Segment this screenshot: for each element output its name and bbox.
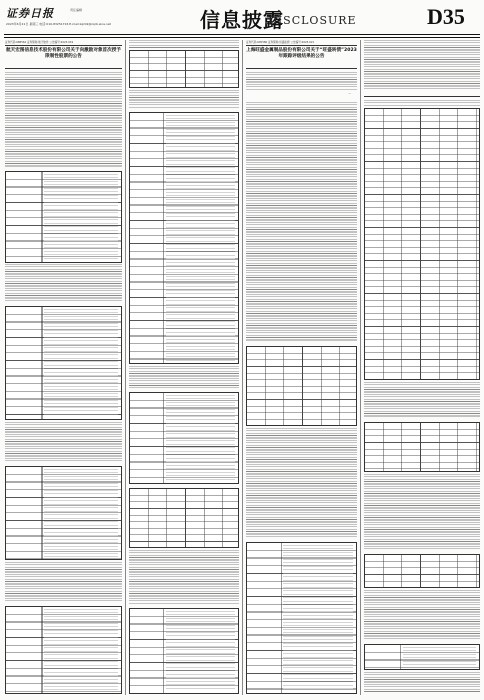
body-text	[129, 40, 239, 48]
body-text	[129, 90, 239, 108]
data-table	[129, 608, 239, 694]
body-text	[246, 72, 357, 90]
announcement-code: 证券代码:605580 证券简称:恒盛能源 公告编号:2023-021	[246, 41, 315, 44]
column-2	[129, 40, 239, 695]
body-text	[5, 422, 122, 462]
masthead-rule-thin	[4, 37, 480, 38]
body-text	[5, 72, 122, 168]
announcement-code: 证券代码:688562 证券简称:航天软件 公告编号:2023-019	[5, 41, 74, 44]
data-table	[5, 466, 122, 560]
column-4	[364, 40, 480, 695]
data-table	[364, 108, 480, 380]
section-title: 信息披露	[200, 8, 284, 32]
data-table	[5, 171, 122, 263]
body-text	[129, 550, 239, 604]
body-text	[364, 40, 480, 90]
announcement-title: 上海旺盛金属制品股份有限公司关于“旺盛转债”2023年跟踪评级结果的公告	[246, 48, 357, 59]
data-table	[364, 554, 480, 588]
data-table	[129, 50, 239, 88]
announcement-rule	[246, 45, 357, 46]
column-3	[246, 40, 357, 695]
announcement-title: 航天宏图信息技术股份有限公司关于向激励对象首次授予限制性股票的公告	[6, 48, 121, 59]
announcement-signature: —	[348, 92, 351, 95]
data-table	[5, 606, 122, 694]
column-divider	[360, 40, 361, 695]
page-number: D35	[427, 4, 465, 29]
section-title-en: DISCLOSURE	[268, 14, 357, 27]
data-table	[364, 644, 480, 670]
data-table	[5, 306, 122, 420]
masthead-rule	[4, 34, 480, 35]
section-rule	[364, 96, 480, 97]
body-text	[364, 474, 480, 550]
data-table	[129, 488, 239, 548]
data-table	[246, 346, 357, 426]
dateline: 2023年6月21日 星期三 电话:010-83251716 E-mail:zqrb9@zqrb.sina.net	[6, 22, 111, 26]
newspaper-logo: 证券日报	[6, 7, 54, 20]
body-text	[364, 100, 480, 106]
body-text	[364, 590, 480, 640]
body-text	[246, 428, 357, 538]
announcement-rule	[246, 68, 357, 69]
announcement-rule	[5, 45, 122, 46]
data-table	[246, 542, 357, 694]
body-text	[246, 102, 357, 342]
body-text	[129, 366, 239, 388]
body-text	[364, 382, 480, 418]
body-text	[5, 562, 122, 602]
announcement-rule	[5, 68, 122, 69]
column-divider	[125, 40, 126, 695]
data-table	[129, 392, 239, 484]
column-divider	[242, 40, 243, 695]
body-text	[5, 264, 122, 302]
data-table	[364, 422, 480, 472]
body-text	[364, 672, 480, 692]
edition-label: 责任编辑	[70, 8, 83, 12]
data-table	[129, 112, 239, 364]
column-1	[5, 40, 122, 695]
